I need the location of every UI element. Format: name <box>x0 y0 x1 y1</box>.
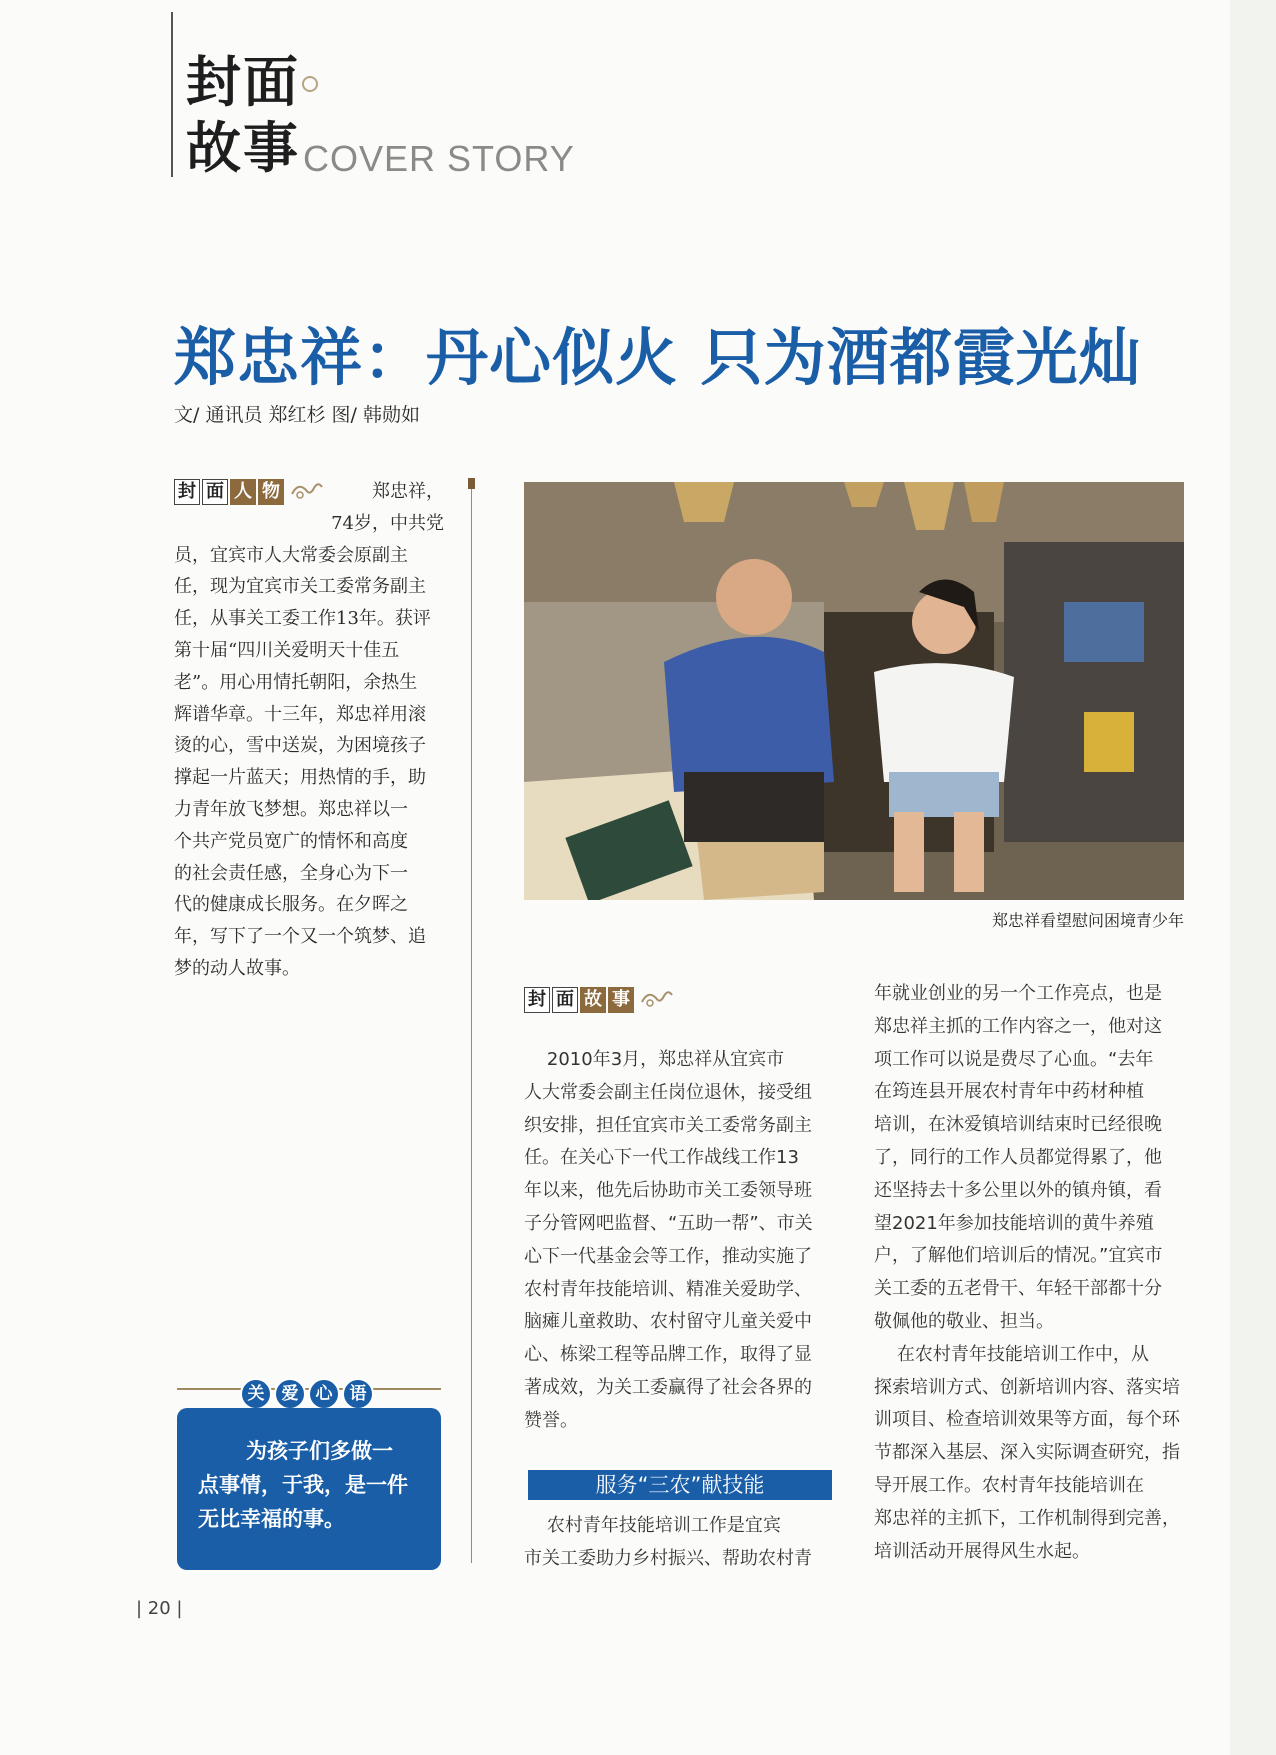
photo-caption: 郑忠祥看望慰问困境青少年 <box>991 911 1184 930</box>
column-divider <box>471 478 472 1563</box>
profile-line: 第十届“四川关爱明天十佳五 <box>174 639 400 661</box>
page-number: | 20 | <box>136 1598 183 1619</box>
body-line: 项工作可以说是费尽了心血。“去年 <box>874 1048 1154 1070</box>
header-dot-ornament <box>302 76 318 92</box>
profile-line: 年，写下了一个又一个筑梦、追 <box>174 926 426 948</box>
body-line: 训项目、检查培训效果等方面，每个环 <box>874 1409 1180 1431</box>
body-line: 在筠连县开展农村青年中药材种植 <box>874 1081 1144 1103</box>
body-line: 敬佩他的敬业、担当。 <box>874 1310 1054 1332</box>
body-line: 著成效，为关工委赢得了社会各界的 <box>524 1376 812 1398</box>
header-rule <box>171 12 173 177</box>
profile-line: 任，现为宜宾市关工委常务副主 <box>174 576 426 598</box>
quote-text <box>198 1434 426 1536</box>
profile-line: 撑起一片蓝天；用热情的手，助 <box>174 767 426 789</box>
profile-text <box>174 476 444 985</box>
column-divider-cap <box>468 478 475 489</box>
body-line: 探索培训方式、创新培训内容、落实培 <box>874 1376 1180 1398</box>
label-char: 事 <box>608 987 634 1013</box>
quote-heading <box>240 1378 376 1410</box>
body-line: 关工委的五老骨干、年轻干部都十分 <box>874 1278 1162 1300</box>
body-line: 2010年3月，郑忠祥从宜宾市 <box>524 1049 785 1070</box>
quote-line: 点事情，于我，是一件 <box>198 1473 408 1497</box>
profile-line: 的社会责任感，全身心为下一 <box>174 862 408 884</box>
body-line: 任。在关心下一代工作战线工作13 <box>524 1147 799 1169</box>
article-photo <box>524 482 1184 900</box>
body-line: 在农村青年技能培训工作中，从 <box>874 1343 1149 1365</box>
body-column-right <box>874 978 1186 1568</box>
label-char: 面 <box>552 987 578 1013</box>
label-char: 面 <box>202 479 228 505</box>
section-title-line1: 封面 <box>186 49 301 114</box>
body-line: 农村青年技能培训、精准关爱助学、 <box>524 1278 812 1300</box>
byline: 文/ 通讯员 郑红杉 图/ 韩勋如 <box>174 404 420 426</box>
body-line: 织安排，担任宜宾市关工委常务副主 <box>524 1114 812 1136</box>
profile-line: 任，从事关工委工作13年。获评 <box>174 608 431 630</box>
profile-line: 老”。用心用情托朝阳，余热生 <box>174 671 418 693</box>
quote-line: 无比幸福的事。 <box>198 1507 345 1531</box>
body-line: 心、栋梁工程等品牌工作，取得了显 <box>524 1344 812 1366</box>
body-line: 还坚持去十多公里以外的镇舟镇，看 <box>874 1179 1162 1201</box>
label-char: 故 <box>580 987 606 1013</box>
quote-heading-char: 语 <box>342 1378 374 1410</box>
body-line: 年就业创业的另一个工作亮点，也是 <box>874 983 1162 1004</box>
body-line: 市关工委助力乡村振兴、帮助农村青 <box>524 1547 812 1569</box>
quote-heading-char: 心 <box>308 1378 340 1410</box>
quote-heading-char: 爱 <box>274 1378 306 1410</box>
label-char: 人 <box>230 479 256 505</box>
body-line: 了，同行的工作人员都觉得累了，他 <box>874 1146 1162 1168</box>
section-title-line2: 故事 <box>186 115 301 180</box>
profile-line: 郑忠祥， <box>372 481 444 502</box>
body-line: 农村青年技能培训工作是宜宾 <box>524 1515 781 1536</box>
body-line: 心下一代基金会等工作，推动实施了 <box>524 1245 812 1267</box>
cloud-ornament-icon <box>640 986 674 1014</box>
body-line: 脑瘫儿童救助、农村留守儿童关爱中 <box>524 1311 812 1333</box>
profile-line: 74岁，中共党 <box>331 512 444 534</box>
page-edge <box>1230 0 1276 1755</box>
article-title: 郑忠祥：丹心似火 只为酒都霞光灿 <box>174 321 1142 394</box>
label-char: 物 <box>258 479 284 505</box>
profile-line: 辉谱华章。十三年，郑忠祥用滚 <box>174 703 426 725</box>
body-line: 导开展工作。农村青年技能培训在 <box>874 1474 1144 1496</box>
profile-line: 代的健康成长服务。在夕晖之 <box>174 894 408 916</box>
subheading: 服务“三农”献技能 <box>595 1473 765 1497</box>
profile-line: 力青年放飞梦想。郑忠祥以一 <box>174 798 408 820</box>
body-line: 户，了解他们培训后的情况。”宜宾市 <box>874 1245 1163 1267</box>
profile-line: 员，宜宾市人大常委会原副主 <box>174 544 408 566</box>
section-title-english: COVER STORY <box>303 138 575 179</box>
body-line: 节都深入基层、深入实际调查研究，指 <box>874 1442 1180 1464</box>
body-column-middle-continued <box>524 1510 836 1576</box>
body-line: 望2021年参加技能培训的黄牛养殖 <box>874 1212 1154 1234</box>
body-line: 郑忠祥主抓的工作内容之一，他对这 <box>874 1015 1162 1037</box>
profile-line: 烫的心，雪中送炭，为困境孩子 <box>174 735 426 757</box>
body-line: 赞誉。 <box>524 1409 578 1431</box>
label-char: 封 <box>524 987 550 1013</box>
quote-line: 为孩子们多做一 <box>246 1439 393 1463</box>
quote-heading-char: 关 <box>240 1378 272 1410</box>
body-line: 郑忠祥的主抓下，工作机制得到完善， <box>874 1507 1180 1529</box>
story-label <box>524 986 674 1014</box>
body-column-middle <box>524 1044 836 1438</box>
body-line: 年以来，他先后协助市关工委领导班 <box>524 1180 812 1202</box>
body-line: 人大常委会副主任岗位退休，接受组 <box>524 1081 812 1103</box>
body-line: 培训，在沐爱镇培训结束时已经很晚 <box>874 1114 1162 1136</box>
profile-line: 梦的动人故事。 <box>174 957 300 979</box>
body-line: 培训活动开展得风生水起。 <box>874 1540 1090 1562</box>
profile-line: 个共产党员宽广的情怀和高度 <box>174 830 408 852</box>
body-line: 子分管网吧监督、“五助一帮”、市关 <box>524 1212 813 1234</box>
label-char: 封 <box>174 479 200 505</box>
